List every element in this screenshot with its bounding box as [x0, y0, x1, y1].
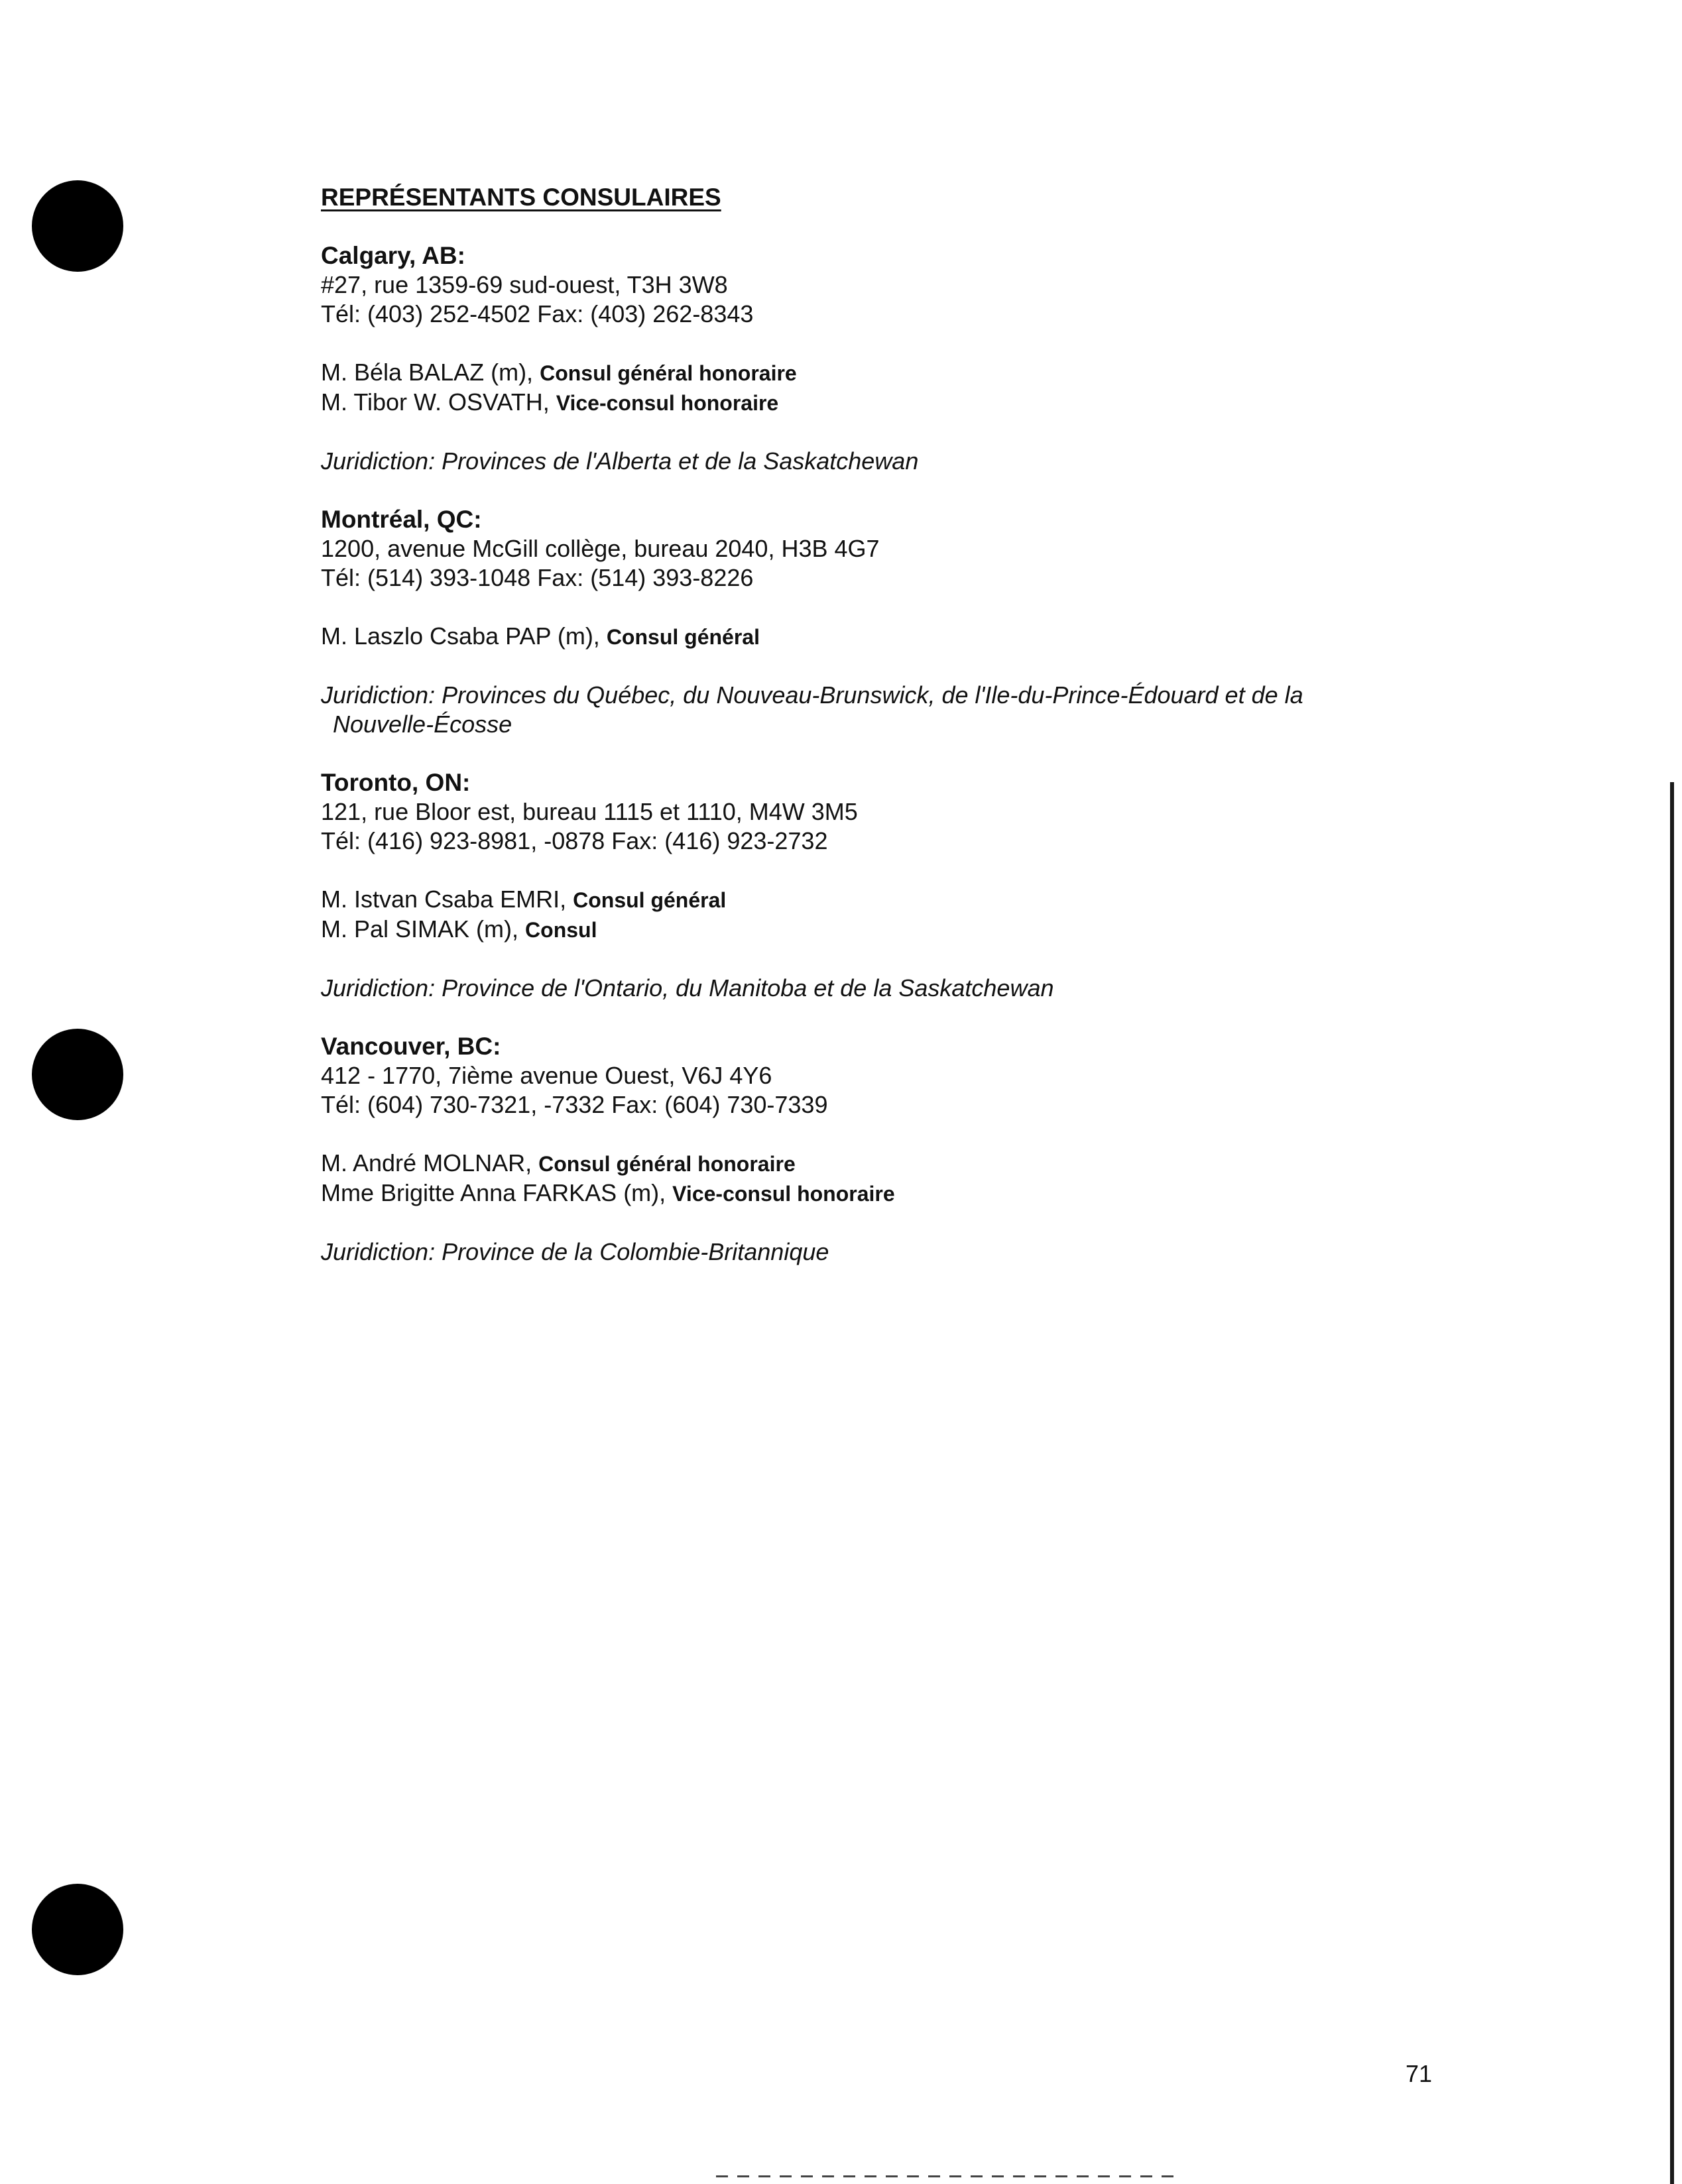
jurisdiction-text: Juridiction: Province de l'Ontario, du Manitoba et de la Saskatchewan	[321, 974, 1054, 1002]
office-toronto	[321, 768, 1448, 1003]
office-montreal	[321, 505, 1448, 739]
punch-hole	[32, 1884, 123, 1975]
office-city: Calgary, AB:	[321, 242, 465, 269]
person-name: M. Tibor W. OSVATH,	[321, 388, 556, 416]
punch-hole	[32, 180, 123, 272]
scan-edge-line	[1670, 782, 1674, 2184]
office-people	[321, 622, 1448, 652]
office-phone: Tél: (416) 923-8981, -0878 Fax: (416) 923-2732	[321, 827, 828, 854]
jurisdiction-text: Juridiction: Provinces de l'Alberta et de la Saskatchewan	[321, 447, 919, 475]
person-title: Consul général honoraire	[540, 361, 797, 385]
person-name: M. Istvan Csaba EMRI,	[321, 886, 573, 913]
office-people	[321, 885, 1448, 945]
punch-hole	[32, 1029, 123, 1120]
document-body	[321, 183, 1448, 1296]
office-address: 121, rue Bloor est, bureau 1115 et 1110, M4W 3M5	[321, 798, 858, 825]
person-entry	[321, 388, 1448, 418]
office-vancouver	[321, 1032, 1448, 1267]
office-jurisdiction	[321, 974, 1448, 1003]
office-city: Montréal, QC:	[321, 506, 482, 533]
person-name: M. Pal SIMAK (m),	[321, 915, 526, 943]
person-entry	[321, 915, 1448, 945]
person-entry	[321, 1178, 1448, 1208]
person-title: Vice-consul honoraire	[672, 1182, 895, 1206]
person-title: Consul général	[606, 625, 760, 649]
office-address: #27, rue 1359-69 sud-ouest, T3H 3W8	[321, 271, 728, 298]
office-jurisdiction	[321, 447, 1448, 476]
office-address: 412 - 1770, 7ième avenue Ouest, V6J 4Y6	[321, 1062, 772, 1089]
office-phone: Tél: (514) 393-1048 Fax: (514) 393-8226	[321, 564, 754, 591]
person-name: M. André MOLNAR,	[321, 1149, 539, 1177]
office-phone: Tél: (403) 252-4502 Fax: (403) 262-8343	[321, 300, 754, 327]
person-name: M. Laszlo Csaba PAP (m),	[321, 622, 607, 650]
person-title: Vice-consul honoraire	[556, 391, 779, 415]
page-number: 71	[1406, 2060, 1433, 2087]
office-phone: Tél: (604) 730-7321, -7332 Fax: (604) 730-7339	[321, 1091, 828, 1118]
person-title: Consul	[525, 918, 597, 942]
page-heading: REPRÉSENTANTS CONSULAIRES	[321, 184, 721, 211]
jurisdiction-text: Juridiction: Province de la Colombie-Britannique	[321, 1238, 829, 1265]
office-people	[321, 1149, 1448, 1208]
office-address: 1200, avenue McGill collège, bureau 2040, H3B 4G7	[321, 535, 880, 562]
jurisdiction-text-continued: Nouvelle-Écosse	[333, 711, 512, 738]
scan-edge-line	[716, 2175, 1180, 2177]
jurisdiction-text: Juridiction: Provinces du Québec, du Nouveau-Brunswick, de l'Ile-du-Prince-Édouard et de la	[321, 681, 1303, 709]
person-title: Consul général honoraire	[538, 1152, 796, 1176]
person-entry	[321, 885, 1448, 915]
person-entry	[321, 358, 1448, 388]
person-entry	[321, 622, 1448, 652]
office-people	[321, 358, 1448, 418]
person-name: Mme Brigitte Anna FARKAS (m),	[321, 1179, 673, 1206]
office-jurisdiction	[321, 1237, 1448, 1267]
office-calgary	[321, 241, 1448, 476]
office-city: Vancouver, BC:	[321, 1033, 501, 1060]
person-entry	[321, 1149, 1448, 1178]
person-title: Consul général	[573, 888, 727, 912]
person-name: M. Béla BALAZ (m),	[321, 359, 540, 386]
office-city: Toronto, ON:	[321, 769, 471, 796]
office-jurisdiction	[321, 681, 1448, 739]
